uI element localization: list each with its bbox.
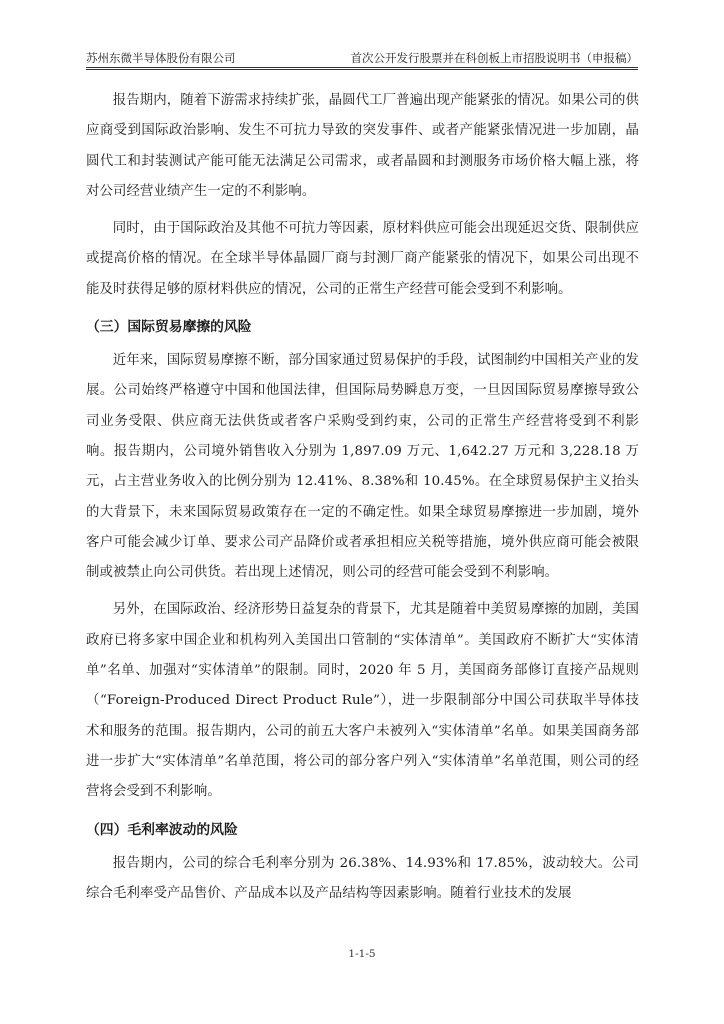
paragraph: 报告期内，随着下游需求持续扩张，晶圆代工厂普遍出现产能紧张的情况。如果公司的供应商受到国际政治影响、发生不可抗力导致的突发事件、或者产能紧张情况进一步加剧，晶圆代工和封装测试产能可能无法满足公司需求，或者晶圆和封测服务市场价格大幅上涨，将对公司经营业绩产生一定的不利影响。 [86,93,639,199]
header-rule [86,67,638,68]
paragraph: 另外，在国际政治、经济形势日益复杂的背景下，尤其是随着中美贸易摩擦的加剧，美国政府已将多家中国企业和机构列入美国出口管制的“实体清单”。美国政府不断扩大“实体清单”名单、加强对“实体清单”的限制。同时，2020 年 5 月，美国商务部修订直接产品规则（“Foreign-Produced Direct Product Rule”），进一步限制部分中国公司获取半导体技术和服务的范围。报告期内，公司的前五大客户未被列入“实体清单”名单。如果美国商务部进一步扩大“实体清单”名单范围，将公司的部分客户列入“实体清单”名单范围，则公司的经营将会受到不利影响。 [86,602,639,800]
header-rule-thin [86,69,638,70]
section-heading: （三）国际贸易摩擦的风险 [86,319,252,336]
paragraph: 同时，由于国际政治及其他不可抗力等因素，原材料供应可能会出现延迟交货、限制供应或提高价格的情况。在全球半导体晶圆厂商与封测厂商产能紧张的情况下，如果公司出现不能及时获得足够的原材料供应的情况，公司的正常生产经营可能会受到不利影响。 [86,221,639,297]
header-company: 苏州东微半导体股份有限公司 [86,51,236,65]
page-number: 1-1-5 [348,948,376,960]
paragraph: 报告期内，公司的综合毛利率分别为 26.38%、14.93%和 17.85%，波动较大。公司综合毛利率受产品售价、产品成本以及产品结构等因素影响。随着行业技术的发展 [86,855,639,901]
page-header [86,44,638,66]
section-heading: （四）毛利率波动的风险 [86,821,238,838]
paragraph: 近年来，国际贸易摩擦不断，部分国家通过贸易保护的手段，试图制约中国相关产业的发展。公司始终严格遵守中国和他国法律，但国际局势瞬息万变，一旦因国际贸易摩擦导致公司业务受限、供应商无法供货或者客户采购受到约束，公司的正常生产经营将受到不利影响。报告期内，公司境外销售收入分别为 1,897.09 万元、1,642.27 万元和 3,228.18 万元，占主营业务收入的比例分别为 12.41%、8.38%和 10.45%。在全球贸易保护主义抬头的大背景下，未来国际贸易政策存在一定的不确定性。如果全球贸易摩擦进一步加剧，境外客户可能会减少订单、要求公司产品降价或者承担相应关税等措施，境外供应商可能会被限制或被禁止向公司供货。若出现上述情况，则公司的经营可能会受到不利影响。 [86,353,639,581]
page-body [86,86,639,916]
header-document-title: 首次公开发行股票并在科创板上市招股说明书（申报稿） [350,51,638,65]
